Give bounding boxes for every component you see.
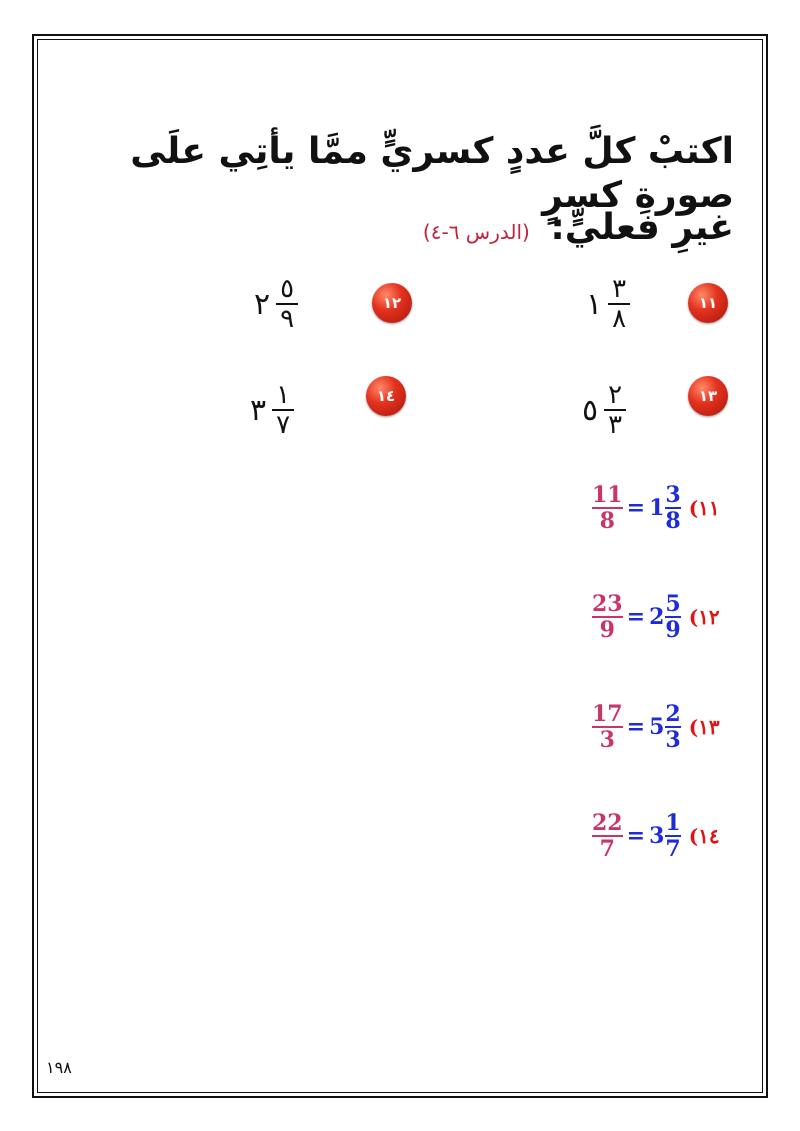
mixed-fraction (665, 702, 680, 752)
improper-denominator: 9 (599, 617, 615, 643)
improper-numerator: 22 (592, 810, 623, 836)
fraction (608, 275, 630, 333)
whole-part: ١ (586, 286, 603, 322)
denominator: ٨ (612, 304, 627, 334)
improper-fraction (592, 811, 623, 861)
improper-denominator: 3 (599, 727, 615, 753)
fraction (276, 275, 298, 333)
mixed-whole: 2 (649, 604, 665, 630)
mixed-denominator: 8 (665, 508, 681, 534)
denominator: ٧ (276, 410, 291, 440)
equals-sign: = (626, 714, 646, 740)
improper-fraction (592, 702, 623, 752)
denominator: ٣ (608, 410, 623, 440)
exercise-13-mixed-number (582, 381, 626, 439)
mixed-denominator: 9 (665, 617, 681, 643)
answer-label: (١٤ (688, 824, 720, 848)
numerator: ٢ (608, 380, 623, 410)
mixed-whole: 5 (649, 714, 665, 740)
numerator: ٥ (280, 274, 295, 304)
mixed-denominator: 7 (665, 836, 681, 862)
mixed-fraction (665, 811, 680, 861)
mixed-fraction (665, 483, 680, 533)
mixed-whole: 3 (649, 823, 665, 849)
whole-part: ٥ (582, 392, 599, 428)
denominator: ٩ (280, 304, 295, 334)
exercise-badge-11: ١١ (688, 283, 728, 323)
improper-denominator: 8 (599, 508, 615, 534)
fraction (604, 381, 626, 439)
equals-sign: = (626, 823, 646, 849)
page-number: ١٩٨ (46, 1058, 72, 1077)
mixed-numerator: 5 (665, 591, 681, 617)
lesson-reference: (الدرس ٦-٤) (422, 220, 530, 244)
improper-numerator: 23 (592, 591, 623, 617)
equals-sign: = (626, 495, 646, 521)
instruction-line-2 (423, 206, 734, 254)
mixed-fraction (665, 592, 680, 642)
exercise-12-mixed-number (254, 275, 298, 333)
fraction (272, 381, 294, 439)
answer-11 (592, 483, 720, 533)
mixed-numerator: 3 (665, 482, 681, 508)
exercise-14-mixed-number (250, 381, 294, 439)
equals-sign: = (626, 604, 646, 630)
mixed-whole: 1 (649, 495, 665, 521)
answer-label: (١١ (688, 496, 720, 520)
instruction-line-1: اكتبْ كلَّ عددٍ كسريٍّ ممَّا يأتِي علَى صورةِ كسرٍ (130, 131, 734, 216)
numerator: ١ (276, 380, 291, 410)
exercise-badge-12: ١٢ (372, 283, 412, 323)
exercise-badge-13: ١٣ (688, 376, 728, 416)
improper-denominator: 7 (599, 836, 615, 862)
whole-part: ٣ (250, 392, 267, 428)
numerator: ٣ (612, 274, 627, 304)
improper-fraction (592, 592, 623, 642)
answer-13 (592, 702, 720, 752)
exercise-11-mixed-number (586, 275, 630, 333)
mixed-numerator: 1 (665, 810, 681, 836)
mixed-numerator: 2 (665, 701, 681, 727)
answer-14 (592, 811, 720, 861)
answer-12 (592, 592, 720, 642)
exercise-badge-14: ١٤ (366, 376, 406, 416)
whole-part: ٢ (254, 286, 271, 322)
improper-numerator: 11 (592, 482, 623, 508)
improper-fraction (592, 483, 623, 533)
instruction-text: غيرِ فعليٍّ: (550, 207, 734, 248)
answer-label: (١٢ (688, 605, 720, 629)
answer-label: (١٣ (688, 715, 720, 739)
mixed-denominator: 3 (665, 727, 681, 753)
improper-numerator: 17 (592, 701, 623, 727)
